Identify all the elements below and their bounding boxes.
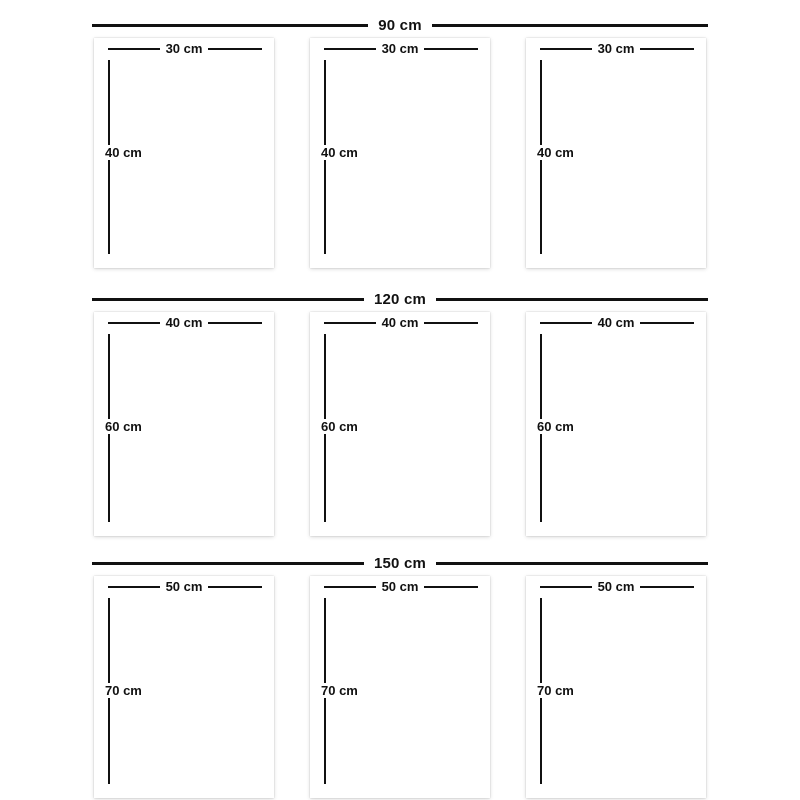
panel[interactable] — [94, 38, 274, 268]
panel[interactable] — [526, 38, 706, 268]
panel-height-label: 70 cm — [318, 682, 361, 700]
panel-height-label: 60 cm — [534, 418, 577, 436]
panel-height-label: 70 cm — [534, 682, 577, 700]
rule-line-left — [92, 562, 364, 565]
panel-width-label: 40 cm — [94, 314, 274, 332]
panel[interactable] — [526, 576, 706, 798]
panel-row — [0, 38, 800, 268]
panel-row — [0, 576, 800, 798]
total-width-label: 120 cm — [373, 290, 427, 308]
panel-height-label: 40 cm — [318, 144, 361, 162]
rule-line-right — [436, 298, 708, 301]
panel-width-label: 40 cm — [526, 314, 706, 332]
panel-width-label: 30 cm — [526, 40, 706, 58]
panel-height-label: 60 cm — [102, 418, 145, 436]
panel-row — [0, 312, 800, 536]
panel-height-label: 40 cm — [102, 144, 145, 162]
total-width-label: 150 cm — [373, 554, 427, 572]
panel-width-label: 50 cm — [526, 578, 706, 596]
panel[interactable] — [310, 38, 490, 268]
panel-width-label: 40 cm — [310, 314, 490, 332]
panel[interactable] — [310, 576, 490, 798]
rule-line-right — [436, 562, 708, 565]
panel-width-label: 50 cm — [94, 578, 274, 596]
panel-width-label: 50 cm — [310, 578, 490, 596]
panel-width-label: 30 cm — [310, 40, 490, 58]
rule-line-left — [92, 24, 368, 27]
panel-height-label: 60 cm — [318, 418, 361, 436]
rule-line-right — [432, 24, 708, 27]
panel[interactable] — [310, 312, 490, 536]
panel-height-label: 70 cm — [102, 682, 145, 700]
total-width-rule — [92, 14, 708, 36]
panel[interactable] — [94, 312, 274, 536]
panel-width-label: 30 cm — [94, 40, 274, 58]
total-width-rule — [92, 288, 708, 310]
total-width-label: 90 cm — [378, 16, 422, 34]
total-width-rule — [92, 552, 708, 574]
panel-height-label: 40 cm — [534, 144, 577, 162]
rule-line-left — [92, 298, 364, 301]
panel[interactable] — [94, 576, 274, 798]
panel[interactable] — [526, 312, 706, 536]
